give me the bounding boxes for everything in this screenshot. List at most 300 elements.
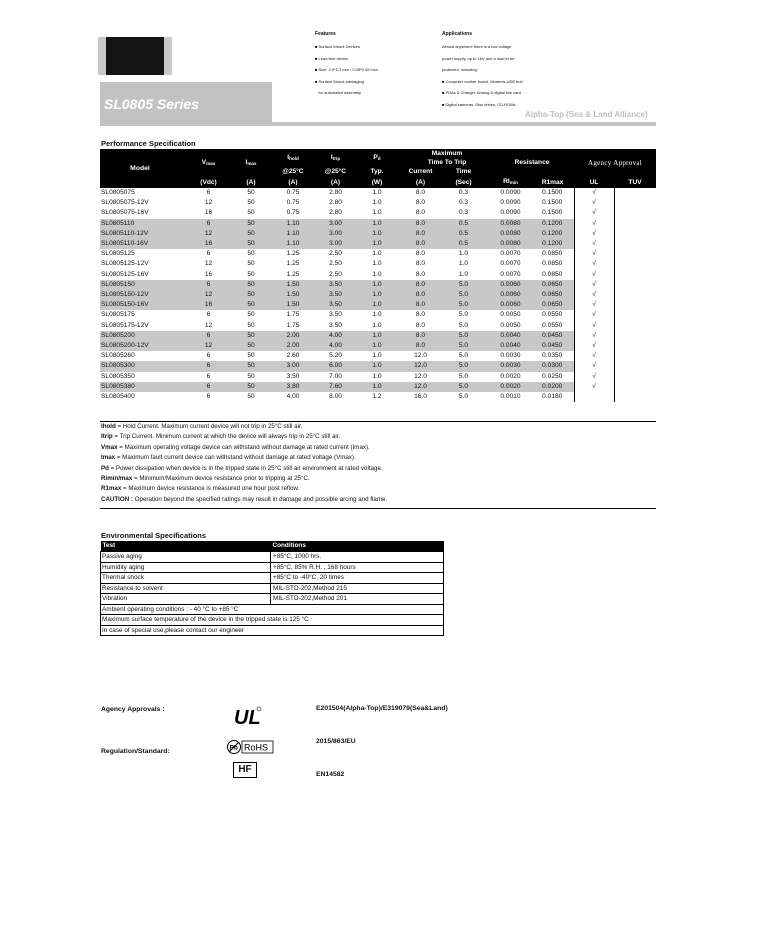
cell-r1max: 0.0180 xyxy=(542,393,563,401)
cell-imax: 50 xyxy=(237,300,265,310)
cell-current: 8.0 xyxy=(415,209,426,217)
cell-current: 8.0 xyxy=(404,300,437,310)
cell-pd: 1.0 xyxy=(372,209,382,217)
table-row: Passive aging +85°C, 1000 hrs. xyxy=(101,552,444,563)
rohs-logo-icon xyxy=(226,739,274,755)
cell-imax: 50 xyxy=(247,270,255,278)
cell-vmax: 6 xyxy=(206,189,211,196)
col-time: Time xyxy=(437,167,490,177)
col-itrip: $I_{trip}$ xyxy=(321,149,350,167)
cell-model: SL0805260 xyxy=(101,352,135,360)
cell-vmax: 12 xyxy=(204,199,213,207)
cell-ul: √ xyxy=(574,351,614,361)
feature-item: for automated assembly xyxy=(318,90,362,96)
cell-current: 8.0 xyxy=(404,280,437,290)
cell-ul: √ xyxy=(574,321,614,331)
cell-pd: 1.0 xyxy=(350,280,404,290)
cell-itrip: 4.00 xyxy=(321,341,350,351)
cell-time: 1.0 xyxy=(458,270,469,278)
cell-imax: 50 xyxy=(247,189,255,196)
cell-imax: 50 xyxy=(247,209,255,217)
cell-current: 16.0 xyxy=(414,393,427,401)
cell-model: SL0805075 xyxy=(101,189,135,196)
cell-r1max: 0.0850 xyxy=(542,260,563,268)
table-row xyxy=(100,259,656,269)
table-row xyxy=(100,331,656,341)
cell-ul: √ xyxy=(574,382,614,392)
cell-model: SL0805075-16V xyxy=(101,209,149,217)
table-row xyxy=(100,208,656,218)
cell-ul: √ xyxy=(574,310,614,320)
table-row: Maximum surface temperature of the device in the tripped state is 125 °C xyxy=(101,615,444,626)
cell-rimin: 0.0080 xyxy=(490,239,531,249)
cell-ul: √ xyxy=(574,372,614,382)
cell-ul: √ xyxy=(574,331,614,341)
col-model: Model xyxy=(100,149,180,188)
cell-itrip: 8.00 xyxy=(329,393,342,401)
cell-pd: 1.0 xyxy=(350,382,404,392)
col-r1max: R1max xyxy=(531,177,574,188)
application-line: ■ Computer mother board, Modems,USB hub xyxy=(442,78,523,84)
cell-pd: 1.0 xyxy=(350,229,404,239)
col-ul: UL xyxy=(574,177,614,188)
cell-current: 8.0 xyxy=(415,270,426,278)
cell-time: 5.0 xyxy=(458,372,469,380)
cell-model: SL0805350 xyxy=(101,372,135,380)
cell-imax: 50 xyxy=(247,311,255,319)
vmax-unit: (Vdc) xyxy=(180,177,237,188)
cell-ihold: 1.75 xyxy=(286,321,300,329)
cell-model: SL0805110 xyxy=(100,219,180,229)
cell-time: 0.5 xyxy=(437,229,490,239)
cell-tuv xyxy=(614,208,656,218)
cell-current: 8.0 xyxy=(415,311,426,319)
cell-r1max: 0.0250 xyxy=(542,372,563,380)
cell-current: 8.0 xyxy=(404,290,437,300)
table-row xyxy=(100,280,656,290)
agency-approvals-value: E201504(Alpha-Top)/E319079(Sea&Land) xyxy=(316,705,448,712)
cell-current: 8.0 xyxy=(404,229,437,239)
note-line: Imax = Maximum fault current device can withstand without damage at rated voltage (Vmax). xyxy=(101,454,356,462)
cell-pd: 1.0 xyxy=(372,321,382,329)
cell-current: 8.0 xyxy=(404,219,437,229)
itrip-unit: (A) xyxy=(321,177,350,188)
cell-itrip: 3.00 xyxy=(321,239,350,249)
cell-tuv xyxy=(614,259,656,269)
cell-imax: 50 xyxy=(247,393,255,401)
cell-r1max: 0.0550 xyxy=(542,321,563,329)
cell-tuv xyxy=(614,229,656,239)
table-row xyxy=(100,321,656,331)
col-pd: $P_d$ xyxy=(350,149,404,167)
cell-itrip: 3.50 xyxy=(321,290,350,300)
table-row xyxy=(100,239,656,249)
cell-ul: √ xyxy=(574,219,614,229)
cell-ihold: 1.10 xyxy=(265,229,321,239)
cell-time: 0.3 xyxy=(458,209,469,217)
cell-rimin: 0.0010 xyxy=(500,393,521,401)
pd-unit: (W) xyxy=(350,177,404,188)
cell-current: 8.0 xyxy=(415,260,426,268)
cell-itrip: 2.80 xyxy=(329,209,342,217)
cell-current: 12.0 xyxy=(404,361,437,371)
cell-pd: 1.2 xyxy=(372,393,382,401)
cell-r1max: 0.1500 xyxy=(542,189,563,196)
cell-r1max: 0.1200 xyxy=(531,239,574,249)
performance-title: Performance Specification xyxy=(101,139,196,148)
cell-tuv xyxy=(614,372,656,382)
application-line: ■ PDAs & Charger, Analog & digital line card xyxy=(442,90,521,96)
cell-itrip: 2.80 xyxy=(329,189,342,196)
cell-rimin: 0.0030 xyxy=(490,361,531,371)
cell-model: SL0805300 xyxy=(100,361,180,371)
cell-ihold: 1.25 xyxy=(286,270,300,278)
ihold-unit: (A) xyxy=(265,177,321,188)
cell-vmax: 16 xyxy=(180,300,237,310)
cell-tuv xyxy=(614,382,656,392)
cell-model: SL0805110-12V xyxy=(100,229,180,239)
table-row: Humidity aging +85°C, 85% R.H. , 168 hours xyxy=(101,562,444,573)
table-row: Thermal shock +85°C to -40°C, 20 times xyxy=(101,573,444,584)
note-line: Pd = Power dissipation when device is in the tripped state in 25°C still air environment at rated voltage. xyxy=(101,464,383,472)
features-title: Features xyxy=(315,31,336,37)
cell-current: 8.0 xyxy=(415,199,426,207)
cell-imax: 50 xyxy=(247,352,255,360)
cell-ul: √ xyxy=(574,280,614,290)
cell-ihold: 0.75 xyxy=(286,199,300,207)
table-row xyxy=(100,341,656,351)
cell-imax: 50 xyxy=(237,219,265,229)
table-row xyxy=(100,188,656,198)
col-ihold: $I_{hold}$ xyxy=(265,149,321,167)
environmental-table xyxy=(100,541,444,636)
cell-tuv xyxy=(614,290,656,300)
ul-logo-icon xyxy=(232,705,262,727)
cell-tuv xyxy=(614,188,656,198)
cell-pd: 1.0 xyxy=(350,239,404,249)
cell-tuv xyxy=(614,280,656,290)
col-tuv: TUV xyxy=(614,177,656,188)
cell-time: 5.0 xyxy=(437,331,490,341)
applications-title: Applications xyxy=(442,31,473,37)
cell-model: SL0805110-16V xyxy=(100,239,180,249)
cell-imax: 50 xyxy=(237,341,265,351)
cell-rimin: 0.0080 xyxy=(490,219,531,229)
cell-r1max: 0.1500 xyxy=(542,199,563,207)
cell-ihold: 1.10 xyxy=(265,219,321,229)
cell-tuv xyxy=(614,300,656,310)
col-current: Current xyxy=(404,167,437,177)
cell-model: SL0805075-12V xyxy=(101,199,149,207)
cell-tuv xyxy=(614,270,656,280)
application-line: Almost anywhere there is a low voltage xyxy=(442,44,512,49)
cell-pd: 1.0 xyxy=(372,189,382,196)
cell-time: 5.0 xyxy=(458,393,469,401)
cell-ihold: 3.00 xyxy=(265,361,321,371)
cell-rimin: 0.0060 xyxy=(490,290,531,300)
table-row xyxy=(100,198,656,208)
cell-time: 5.0 xyxy=(458,311,469,319)
cell-ihold: 1.25 xyxy=(286,260,300,268)
cell-ul: √ xyxy=(574,361,614,371)
cell-rimin: 0.0070 xyxy=(500,250,521,258)
cell-current: 8.0 xyxy=(404,341,437,351)
cell-time: 0.3 xyxy=(458,199,469,207)
note-line: Ihold = Hold Current. Maximum current device will not trip in 25°C still air. xyxy=(101,423,303,430)
feature-item: ■ Lead free device xyxy=(315,55,349,61)
cell-ul: √ xyxy=(574,198,614,208)
cell-imax: 50 xyxy=(237,290,265,300)
cell-tuv xyxy=(614,341,656,351)
cell-r1max: 0.0650 xyxy=(531,280,574,290)
feature-item: ■ Surface Mount packaging xyxy=(315,78,364,84)
cell-rimin: 0.0080 xyxy=(490,229,531,239)
cell-model: SL0805125-12V xyxy=(101,260,149,268)
cell-time: 5.0 xyxy=(437,361,490,371)
cell-vmax: 6 xyxy=(180,382,237,392)
cell-r1max: 0.0850 xyxy=(542,270,563,278)
col-test: Test xyxy=(101,541,271,552)
col-max-time: Maximum Time To Trip xyxy=(404,149,490,167)
cell-time: 1.0 xyxy=(458,250,469,258)
table-row xyxy=(100,361,656,371)
svg-text:UL: UL xyxy=(234,707,261,727)
cell-ihold: 1.75 xyxy=(286,311,300,319)
cell-tuv xyxy=(614,331,656,341)
cell-time: 5.0 xyxy=(437,382,490,392)
rohs-value: 2015/863/EU xyxy=(316,738,356,745)
table-row xyxy=(100,249,656,259)
series-banner xyxy=(100,82,272,126)
cell-ihold: 3.80 xyxy=(265,382,321,392)
table-row xyxy=(100,300,656,310)
table-row: Resistance to solvent MIL-STD-202,Method 215 xyxy=(101,583,444,594)
cell-model: SL0805125-16V xyxy=(101,270,149,278)
cell-ihold: 1.50 xyxy=(265,300,321,310)
cell-imax: 50 xyxy=(237,239,265,249)
cell-vmax: 12 xyxy=(180,229,237,239)
cell-tuv xyxy=(614,198,656,208)
cell-model: SL0805400 xyxy=(101,393,135,401)
col-vmax: $V_{max}$ xyxy=(180,149,237,177)
halogen-free-icon: HF xyxy=(233,762,257,778)
cell-tuv xyxy=(614,361,656,371)
cell-pd: 1.0 xyxy=(372,270,382,278)
applications-list xyxy=(442,41,523,111)
cell-current: 8.0 xyxy=(415,250,426,258)
cell-current: 8.0 xyxy=(415,189,426,196)
cell-pd: 1.0 xyxy=(372,311,382,319)
note-line: Rimin/max = Minimum/Maximum device resistance prior to tripping at 25°C. xyxy=(101,474,310,482)
cell-model: SL0805200-12V xyxy=(100,341,180,351)
ihold-cond: @25°C xyxy=(265,167,321,177)
cell-tuv xyxy=(614,249,656,259)
cell-rimin: 0.0070 xyxy=(500,260,521,268)
table-row xyxy=(100,219,656,229)
cell-pd: 1.0 xyxy=(350,331,404,341)
cell-r1max: 0.1200 xyxy=(531,219,574,229)
cell-tuv xyxy=(614,219,656,229)
cell-r1max: 0.0200 xyxy=(531,382,574,392)
cell-imax: 50 xyxy=(237,229,265,239)
cell-ihold: 1.50 xyxy=(265,290,321,300)
cell-vmax: 6 xyxy=(206,352,211,360)
cell-current: 12.0 xyxy=(414,352,427,360)
cell-time: 1.0 xyxy=(458,260,469,268)
cell-ihold: 3.50 xyxy=(286,372,300,380)
table-row xyxy=(100,351,656,361)
cell-ul: √ xyxy=(574,188,614,198)
cell-time: 5.0 xyxy=(437,341,490,351)
cell-itrip: 7.60 xyxy=(321,382,350,392)
cell-pd: 1.0 xyxy=(350,300,404,310)
cell-pd: 1.0 xyxy=(350,290,404,300)
cell-rimin: 0.0060 xyxy=(490,280,531,290)
cell-rimin: 0.0090 xyxy=(500,199,521,207)
environmental-title: Environmental Specifications xyxy=(101,531,207,540)
cell-imax: 50 xyxy=(247,199,255,207)
table-row xyxy=(100,372,656,382)
cell-rimin: 0.0040 xyxy=(490,341,531,351)
cell-ihold: 1.10 xyxy=(265,239,321,249)
cell-r1max: 0.0450 xyxy=(531,331,574,341)
cell-pd: 1.0 xyxy=(372,260,382,268)
time-unit: (Sec) xyxy=(437,177,490,188)
cell-vmax: 6 xyxy=(206,250,211,258)
table-row: In case of special use,please contact our engineer xyxy=(101,625,444,636)
agency-approvals-label: Agency Approvals : xyxy=(101,706,165,713)
regulation-label: Regulation/Standard: xyxy=(101,748,170,755)
cell-vmax: 12 xyxy=(180,341,237,351)
cell-itrip: 7.00 xyxy=(329,372,342,380)
cell-time: 0.3 xyxy=(458,189,469,196)
cell-itrip: 3.50 xyxy=(329,321,342,329)
feature-item: ■ Surface Mount Devices xyxy=(315,44,360,49)
table-row xyxy=(100,310,656,320)
cell-vmax: 12 xyxy=(180,290,237,300)
cell-current: 12.0 xyxy=(414,372,427,380)
header-divider xyxy=(100,122,656,126)
cell-rimin: 0.0090 xyxy=(500,189,521,196)
cell-ul: √ xyxy=(574,290,614,300)
cell-imax: 50 xyxy=(237,331,265,341)
application-line: power supply, up to 16V and a load to be xyxy=(442,55,515,61)
cell-vmax: 6 xyxy=(206,372,211,380)
cell-pd: 1.0 xyxy=(372,199,382,207)
cell-time: 5.0 xyxy=(437,280,490,290)
cell-current: 8.0 xyxy=(415,321,426,329)
cell-model: SL0805150 xyxy=(100,280,180,290)
cell-imax: 50 xyxy=(247,260,255,268)
cell-rimin: 0.0050 xyxy=(500,311,521,319)
cell-vmax: 6 xyxy=(206,393,211,401)
cell-model: SL0805200 xyxy=(100,331,180,341)
table-row xyxy=(100,229,656,239)
cell-itrip: 2.80 xyxy=(329,199,342,207)
cell-current: 8.0 xyxy=(404,331,437,341)
cell-ihold: 1.50 xyxy=(265,280,321,290)
cell-pd: 1.0 xyxy=(372,352,382,360)
svg-text:Pb: Pb xyxy=(229,744,238,752)
cell-rimin: 0.0030 xyxy=(500,352,521,360)
cell-r1max: 0.0650 xyxy=(531,300,574,310)
cell-rimin: 0.0060 xyxy=(490,300,531,310)
cell-vmax: 6 xyxy=(180,331,237,341)
col-agency: Agency Approval xyxy=(574,149,656,177)
cell-vmax: 6 xyxy=(180,361,237,371)
cell-ihold: 2.60 xyxy=(286,352,300,360)
table-row xyxy=(100,392,656,402)
hf-value: EN14582 xyxy=(316,771,345,778)
cell-vmax: 6 xyxy=(180,219,237,229)
cell-tuv xyxy=(614,239,656,249)
application-line: protected, including: xyxy=(442,67,478,73)
table-row: Vibration MIL-STD-202,Method 201 xyxy=(101,594,444,605)
cell-time: 5.0 xyxy=(458,321,469,329)
cell-time: 5.0 xyxy=(437,290,490,300)
cell-itrip: 2.50 xyxy=(329,260,342,268)
cell-model: SL0805150-12V xyxy=(100,290,180,300)
cell-r1max: 0.1500 xyxy=(542,209,563,217)
cell-current: 8.0 xyxy=(404,239,437,249)
cell-imax: 50 xyxy=(237,361,265,371)
table-row: Ambient operating conditions : - 40 °C to +85 °C xyxy=(101,604,444,615)
note-line: CAUTION : Operation beyond the specified ratings may result in damage and possible arcing and flame. xyxy=(101,495,388,503)
cell-vmax: 6 xyxy=(206,311,211,319)
cell-vmax: 16 xyxy=(204,270,213,278)
itrip-cond: @25°C xyxy=(321,167,350,177)
cell-itrip: 6.00 xyxy=(321,361,350,371)
cell-pd: 1.0 xyxy=(372,372,382,380)
cell-model: SL0805125 xyxy=(101,250,135,258)
cell-ul xyxy=(574,392,614,402)
brand-text: Alpha-Top (Sea & Land Alliance) xyxy=(525,110,648,119)
cell-tuv xyxy=(614,321,656,331)
cell-current: 12.0 xyxy=(404,382,437,392)
feature-item: ■ Size: 2.0*1.2 mm / 0.08*0.05 inch xyxy=(315,67,378,73)
cell-rimin: 0.0040 xyxy=(490,331,531,341)
cell-itrip: 2.50 xyxy=(329,250,342,258)
cell-ul: √ xyxy=(574,239,614,249)
cell-time: 5.0 xyxy=(437,300,490,310)
cell-ul: √ xyxy=(574,229,614,239)
cell-itrip: 3.00 xyxy=(321,219,350,229)
cell-imax: 50 xyxy=(237,382,265,392)
cell-itrip: 3.00 xyxy=(321,229,350,239)
cell-ul: √ xyxy=(574,300,614,310)
cell-pd: 1.0 xyxy=(350,341,404,351)
cell-imax: 50 xyxy=(247,250,255,258)
cell-r1max: 0.0450 xyxy=(531,341,574,351)
cell-ihold: 0.75 xyxy=(286,209,300,217)
cell-model: SL0805150-16V xyxy=(100,300,180,310)
cell-ihold: 2.00 xyxy=(265,341,321,351)
svg-text:RoHS: RoHS xyxy=(244,742,269,753)
cell-rimin: 0.0090 xyxy=(500,209,521,217)
cell-itrip: 2.50 xyxy=(329,270,342,278)
cell-time: 0.5 xyxy=(437,219,490,229)
col-rimin: $RI_{min}$ xyxy=(490,177,531,188)
notes-block xyxy=(100,421,656,509)
cell-tuv xyxy=(614,310,656,320)
imax-unit: (A) xyxy=(237,177,265,188)
cell-vmax: 12 xyxy=(204,321,213,329)
cell-rimin: 0.0020 xyxy=(500,372,521,380)
table-row xyxy=(100,270,656,280)
cell-itrip: 3.50 xyxy=(329,311,342,319)
cell-vmax: 16 xyxy=(180,239,237,249)
cell-imax: 50 xyxy=(247,321,255,329)
